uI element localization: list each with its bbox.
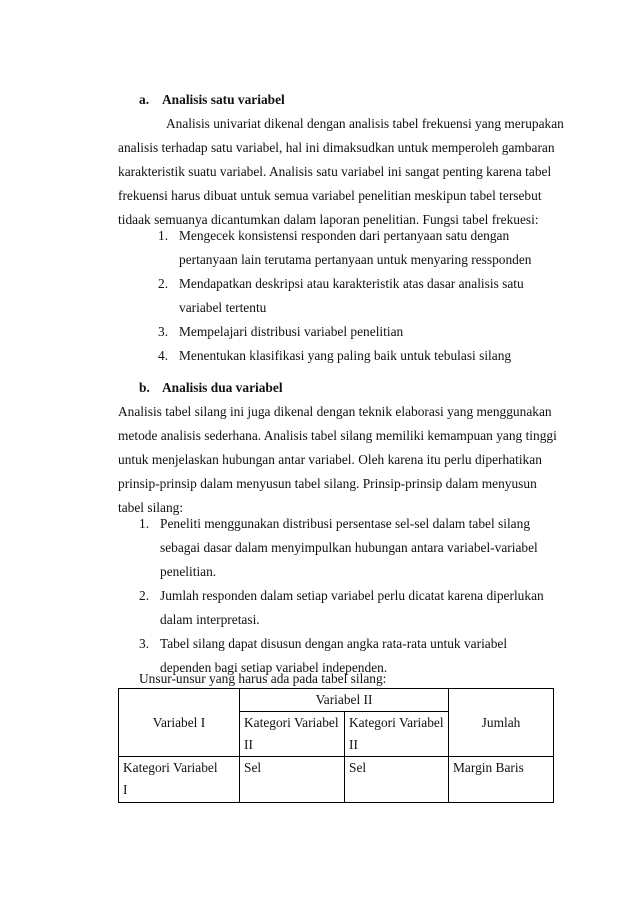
table-intro: Unsur-unsur yang harus ada pada tabel silang:	[139, 671, 387, 686]
para-b-line: tabel silang:	[118, 500, 184, 515]
header-kategori-var2-a	[240, 712, 345, 757]
list-a-number: 3.	[158, 324, 169, 339]
list-b-item-line: dalam interpretasi.	[160, 612, 260, 627]
list-a-item-line: Mempelajari distribusi variabel penelitian	[179, 324, 404, 339]
header-variabel-1: Variabel I	[119, 689, 240, 757]
list-a-item-line: Menentukan klasifikasi yang paling baik untuk tebulasi silang	[179, 348, 512, 363]
list-b-item-line: Jumlah responden dalam setiap variabel perlu dicatat karena diperlukan	[160, 588, 544, 603]
cell-line: Kategori Variabel	[349, 715, 444, 730]
list-a-item-line: variabel tertentu	[179, 300, 267, 315]
list-a-item-line: pertanyaan lain terutama pertanyaan untuk menyaring ressponden	[179, 252, 532, 267]
list-b-number: 3.	[139, 636, 150, 651]
list-b-item-line: penelitian.	[160, 564, 217, 579]
cell-line: II	[244, 737, 253, 752]
cell-line: I	[123, 782, 128, 797]
section-a-label: a.	[139, 92, 150, 107]
para-a-line: analisis terhadap satu variabel, hal ini dimaksudkan untuk memperoleh gambaran	[118, 140, 555, 155]
list-a-number: 2.	[158, 276, 169, 291]
list-b-item-line: dependen bagi setiap variabel independen.	[160, 660, 388, 675]
list-a-item-line: Mendapatkan deskripsi atau karakteristik atas dasar analisis satu	[179, 276, 524, 291]
section-b-label: b.	[139, 380, 150, 395]
para-a-line: tidaak semuanya dicantumkan dalam laporan penelitian. Fungsi tabel frekuesi:	[118, 212, 539, 227]
section-b-heading: Analisis dua variabel	[162, 380, 283, 395]
para-b-line: Analisis tabel silang ini juga dikenal dengan teknik elaborasi yang menggunakan	[118, 404, 552, 419]
cell-sel: Sel	[240, 757, 345, 803]
para-b-line: untuk menjelaskan hubungan antar variabel. Oleh karena itu perlu diperhatikan	[118, 452, 542, 467]
para-b-line: metode analisis sederhana. Analisis tabel silang memiliki kemampuan yang tinggi	[118, 428, 557, 443]
list-b-item-line: Peneliti menggunakan distribusi persentase sel-sel dalam tabel silang	[160, 516, 531, 531]
section-a-heading: Analisis satu variabel	[162, 92, 285, 107]
header-kategori-var2-b	[345, 712, 449, 757]
cell-sel: Sel	[345, 757, 449, 803]
para-a-line: frekuensi harus dibuat untuk semua variabel penelitian meskipun tabel tersebut	[118, 188, 542, 203]
list-a-number: 4.	[158, 348, 169, 363]
list-b-number: 1.	[139, 516, 150, 531]
para-a-line: karakteristik suatu variabel. Analisis satu variabel ini sangat penting karena tabel	[118, 164, 552, 179]
para-a-line: Analisis univariat dikenal dengan analisis tabel frekuensi yang merupakan	[166, 116, 564, 131]
header-variabel-2: Variabel II	[240, 689, 449, 712]
cell-line: II	[349, 737, 358, 752]
list-a-item-line: Mengecek konsistensi responden dari pertanyaan satu dengan	[179, 228, 510, 243]
cell-line: Kategori Variabel	[244, 715, 339, 730]
list-b-item-line: Tabel silang dapat disusun dengan angka rata-rata untuk variabel	[160, 636, 508, 651]
list-b-number: 2.	[139, 588, 150, 603]
header-jumlah: Jumlah	[449, 689, 554, 757]
cell-line: Kategori Variabel	[123, 760, 218, 775]
list-b-item-line: sebagai dasar dalam menyimpulkan hubungan antara variabel-variabel	[160, 540, 538, 555]
cross-table	[118, 688, 554, 803]
para-b-line: prinsip-prinsip dalam menyusun tabel silang. Prinsip-prinsip dalam menyusun	[118, 476, 537, 491]
list-a-number: 1.	[158, 228, 169, 243]
cell-margin-baris: Margin Baris	[449, 757, 554, 803]
row-kategori-var1	[119, 757, 240, 803]
